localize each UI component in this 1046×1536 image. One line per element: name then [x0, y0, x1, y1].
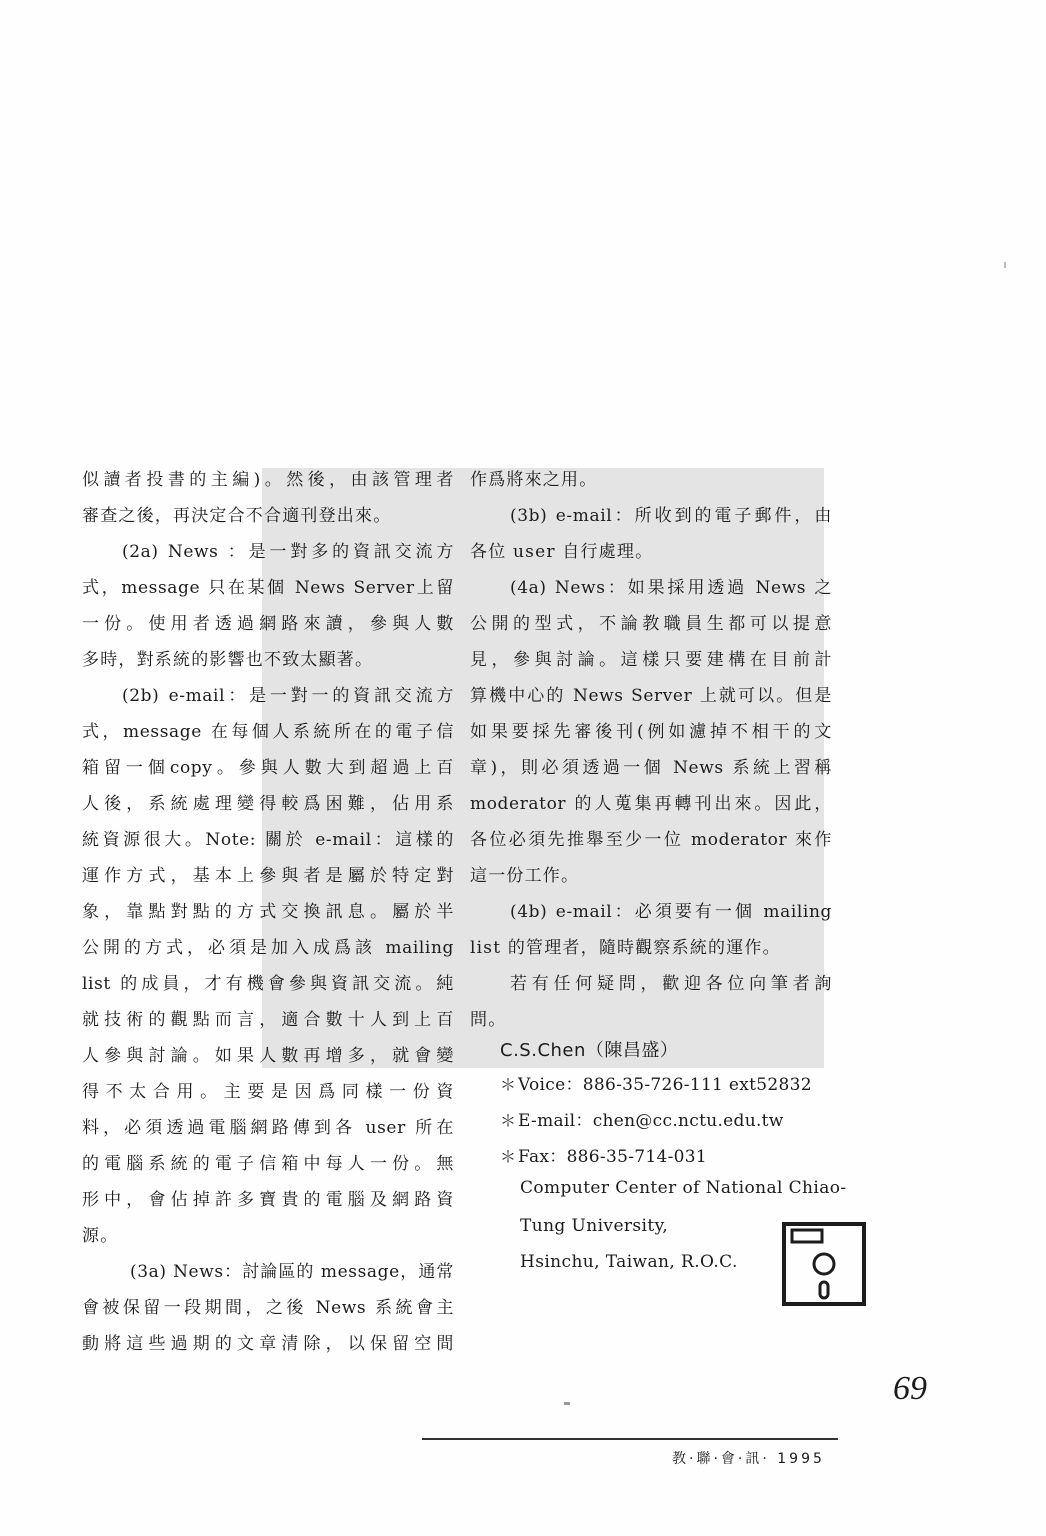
paragraph-line: 就技術的觀點而言，適合數十人到上百	[82, 1010, 454, 1030]
contact-email	[500, 1106, 784, 1131]
contact-voice	[500, 1070, 812, 1095]
fax-text: Fax：886-35-714-031	[518, 1147, 707, 1167]
paragraph-line: list 的成員，才有機會參與資訊交流。純	[82, 974, 454, 994]
bullet-star: ＊	[500, 1111, 517, 1130]
address-line: Tung University,	[520, 1216, 669, 1236]
paragraph-line: 的電腦系統的電子信箱中每人一份。無	[82, 1154, 454, 1174]
floppy-disk-icon	[782, 1222, 866, 1306]
paragraph-line: (3a) News：討論區的 message，通常	[130, 1262, 454, 1282]
paragraph-line: 若有任何疑問，歡迎各位向筆者詢	[510, 974, 832, 994]
paragraph-line: 統資源很大。Note: 關於 e-mail：這樣的	[82, 830, 454, 850]
paragraph-line: 人後，系統處理變得較爲困難，佔用系	[82, 794, 454, 814]
voice-text: Voice：886-35-726-111 ext52832	[518, 1075, 812, 1095]
address-line: Computer Center of National Chiao-	[520, 1178, 847, 1198]
paragraph-line: 源。	[82, 1226, 119, 1246]
scan-mark	[1004, 262, 1006, 268]
bullet-star: ＊	[500, 1075, 517, 1094]
paragraph-line: (4a) News：如果採用透過 News 之	[510, 578, 832, 598]
scan-dot	[564, 1402, 570, 1405]
paragraph-line: (2a) News ：是一對多的資訊交流方	[122, 542, 454, 562]
paragraph-line: 會被保留一段期間，之後 News 系統會主	[82, 1298, 454, 1318]
paragraph-line: 公開的方式，必須是加入成爲該 mailing	[82, 938, 454, 958]
email-text: E-mail：chen@cc.nctu.edu.tw	[518, 1111, 784, 1131]
paragraph-line: (3b) e-mail：所收到的電子郵件，由	[510, 506, 832, 526]
paragraph-line: 這一份工作。	[470, 866, 580, 886]
paragraph-line: 算機中心的 News Server 上就可以。但是	[470, 686, 832, 706]
paragraph-line: 箱留一個copy。參與人數大到超過上百	[82, 758, 454, 778]
paragraph-line: moderator 的人蒐集再轉刊出來。因此，	[470, 794, 832, 814]
paragraph-line: 料，必須透過電腦網路傳到各 user 所在	[82, 1118, 454, 1138]
paragraph-line: 象，靠點對點的方式交換訊息。屬於半	[82, 902, 454, 922]
paragraph-line: (2b) e-mail：是一對一的資訊交流方	[122, 686, 454, 706]
author-name: C.S.Chen（陳昌盛）	[500, 1040, 679, 1061]
paragraph-line: 得不太合用。主要是因爲同樣一份資	[82, 1082, 454, 1102]
paragraph-line: 作爲將來之用。	[470, 470, 598, 490]
paragraph-line: 形中，會佔掉許多寶貴的電腦及網路資	[82, 1190, 454, 1210]
page-number: 69	[893, 1370, 927, 1407]
footer-divider	[422, 1438, 838, 1440]
address-line: Hsinchu, Taiwan, R.O.C.	[520, 1252, 738, 1272]
paragraph-line: 式，message 在每個人系統所在的電子信	[82, 722, 454, 742]
paragraph-line: 各位 user 自行處理。	[470, 542, 654, 562]
paragraph-line: 審查之後，再決定合不合適刊登出來。	[82, 506, 392, 526]
paragraph-line: 多時，對系統的影響也不致太顯著。	[82, 650, 374, 670]
paragraph-line: 式，message 只在某個 News Server上留	[82, 578, 454, 598]
paragraph-line: 運作方式，基本上參與者是屬於特定對	[82, 866, 454, 886]
paragraph-line: 動將這些過期的文章清除，以保留空間	[82, 1334, 454, 1354]
paragraph-line: 章)，則必須透過一個 News 系統上習稱	[470, 758, 832, 778]
paragraph-line: 一份。使用者透過網路來讀，參與人數	[82, 614, 454, 634]
paragraph-line: 如果要採先審後刊(例如濾掉不相干的文	[470, 722, 832, 742]
paragraph-line: (4b) e-mail：必須要有一個 mailing	[510, 902, 832, 922]
footer-text: 教·聯·會·訊· 1995	[672, 1451, 825, 1467]
bullet-star: ＊	[500, 1147, 517, 1166]
paragraph-line: 見，參與討論。這樣只要建構在目前計	[470, 650, 832, 670]
paragraph-line: 各位必須先推舉至少一位 moderator 來作	[470, 830, 832, 850]
paragraph-line: 似讀者投書的主編)。然後，由該管理者	[82, 470, 454, 490]
paragraph-line: 人參與討論。如果人數再增多，就會變	[82, 1046, 454, 1066]
contact-fax	[500, 1142, 707, 1167]
paragraph-line: 公開的型式，不論教職員生都可以提意	[470, 614, 832, 634]
paragraph-line: list 的管理者，隨時觀察系統的運作。	[470, 938, 781, 958]
paragraph-line: 問。	[470, 1010, 507, 1030]
